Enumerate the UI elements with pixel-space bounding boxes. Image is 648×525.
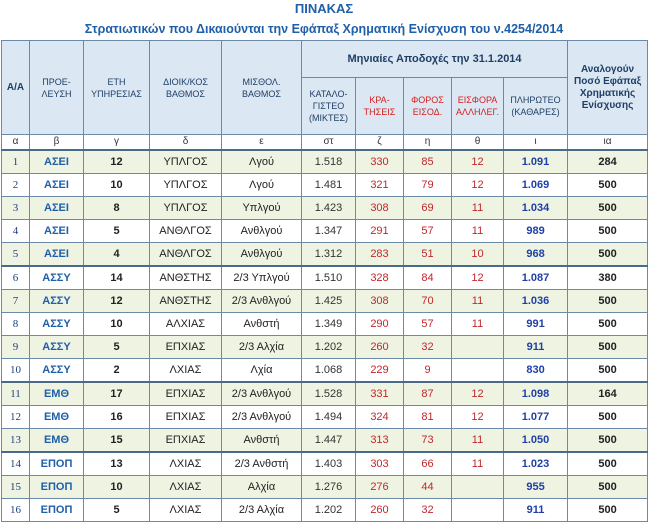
catalog-cell: 1.202 [302, 499, 356, 522]
table-row [2, 313, 648, 336]
table-title: ΠΙΝΑΚΑΣ [294, 1, 354, 16]
catalog-cell: 1.068 [302, 359, 356, 383]
holdings-cell: 290 [356, 313, 404, 336]
net-cell: 1.091 [504, 150, 568, 174]
holdings-cell: 330 [356, 150, 404, 174]
header-origin: ΠΡΟΕ-ΛΕΥΣΗ [30, 41, 84, 135]
holdings-cell: 331 [356, 382, 404, 406]
tax-cell: 57 [404, 313, 452, 336]
header-amount: Αναλογούν Ποσό Εφάπαξ Χρηματικής Ενίσχυσης [568, 41, 648, 135]
header-tax: ΦΟΡΟΣ ΕΙΣΟΔ. [404, 78, 452, 135]
holdings-cell: 260 [356, 336, 404, 359]
catalog-cell: 1.510 [302, 266, 356, 290]
holdings-cell: 328 [356, 266, 404, 290]
net-cell: 1.069 [504, 174, 568, 197]
row-number: 7 [2, 290, 30, 313]
years-cell: 5 [84, 499, 150, 522]
solidarity-cell: 11 [452, 429, 504, 453]
row-number: 16 [2, 499, 30, 522]
holdings-cell: 308 [356, 197, 404, 220]
row-number: 12 [2, 406, 30, 429]
header-rank: ΔΙΟΙΚ/ΚΟΣ ΒΑΘΜΟΣ [150, 41, 222, 135]
rank-cell: ΥΠΛΓΟΣ [150, 197, 222, 220]
origin-cell: ΑΣΣΥ [30, 290, 84, 313]
title-block [0, 0, 648, 40]
column-letter: ια [568, 135, 648, 151]
column-letter: γ [84, 135, 150, 151]
table-row [2, 336, 648, 359]
solidarity-cell: 12 [452, 406, 504, 429]
origin-cell: ΕΠΟΠ [30, 476, 84, 499]
years-cell: 12 [84, 150, 150, 174]
pay-rank-cell: Υπλγού [222, 197, 302, 220]
catalog-cell: 1.312 [302, 243, 356, 267]
table-row [2, 220, 648, 243]
pay-rank-cell: 2/3 Αλχία [222, 499, 302, 522]
holdings-cell: 308 [356, 290, 404, 313]
rank-cell: ΕΠΧΙΑΣ [150, 336, 222, 359]
years-cell: 16 [84, 406, 150, 429]
net-cell: 955 [504, 476, 568, 499]
net-cell: 1.087 [504, 266, 568, 290]
solidarity-cell [452, 476, 504, 499]
table-row [2, 266, 648, 290]
pay-rank-cell: Αλχία [222, 476, 302, 499]
column-letter: δ [150, 135, 222, 151]
net-cell: 1.050 [504, 429, 568, 453]
table-row [2, 382, 648, 406]
solidarity-cell: 12 [452, 150, 504, 174]
solidarity-cell: 12 [452, 174, 504, 197]
pay-rank-cell: 2/3 Ανθλγού [222, 406, 302, 429]
catalog-cell: 1.347 [302, 220, 356, 243]
table-row [2, 174, 648, 197]
amount-cell: 500 [568, 336, 648, 359]
row-number: 13 [2, 429, 30, 453]
catalog-cell: 1.425 [302, 290, 356, 313]
row-number: 15 [2, 476, 30, 499]
pay-rank-cell: 2/3 Ανθλγού [222, 290, 302, 313]
row-number: 14 [2, 452, 30, 476]
net-cell: 1.023 [504, 452, 568, 476]
pay-rank-cell: Λγού [222, 150, 302, 174]
catalog-cell: 1.447 [302, 429, 356, 453]
holdings-cell: 260 [356, 499, 404, 522]
amount-cell: 380 [568, 266, 648, 290]
amount-cell: 500 [568, 406, 648, 429]
solidarity-cell [452, 336, 504, 359]
amount-cell: 500 [568, 174, 648, 197]
solidarity-cell: 11 [452, 197, 504, 220]
pay-rank-cell: 2/3 Υπλγού [222, 266, 302, 290]
solidarity-cell [452, 499, 504, 522]
tax-cell: 32 [404, 336, 452, 359]
origin-cell: ΕΜΘ [30, 406, 84, 429]
amount-cell: 500 [568, 313, 648, 336]
table-row [2, 499, 648, 522]
row-number: 3 [2, 197, 30, 220]
header-holdings: ΚΡΑ-ΤΗΣΕΙΣ [356, 78, 404, 135]
net-cell: 911 [504, 336, 568, 359]
holdings-cell: 283 [356, 243, 404, 267]
column-letter: β [30, 135, 84, 151]
net-cell: 830 [504, 359, 568, 383]
years-cell: 5 [84, 220, 150, 243]
origin-cell: ΑΣΕΙ [30, 243, 84, 267]
tax-cell: 9 [404, 359, 452, 383]
years-cell: 10 [84, 174, 150, 197]
catalog-cell: 1.349 [302, 313, 356, 336]
amount-cell: 164 [568, 382, 648, 406]
origin-cell: ΑΣΣΥ [30, 266, 84, 290]
pay-rank-cell: 2/3 Ανθστή [222, 452, 302, 476]
row-number: 11 [2, 382, 30, 406]
table-row [2, 359, 648, 383]
pay-rank-cell: 2/3 Αλχία [222, 336, 302, 359]
origin-cell: ΑΣΕΙ [30, 220, 84, 243]
row-number: 8 [2, 313, 30, 336]
rank-cell: ΑΝΘΣΤΗΣ [150, 266, 222, 290]
tax-cell: 66 [404, 452, 452, 476]
holdings-cell: 303 [356, 452, 404, 476]
rank-cell: ΑΝΘΣΤΗΣ [150, 290, 222, 313]
tax-cell: 57 [404, 220, 452, 243]
pay-rank-cell: Λγού [222, 174, 302, 197]
amount-cell: 500 [568, 476, 648, 499]
amount-cell: 500 [568, 243, 648, 267]
origin-cell: ΑΣΕΙ [30, 174, 84, 197]
amount-cell: 284 [568, 150, 648, 174]
column-letter: στ [302, 135, 356, 151]
amount-cell: 500 [568, 429, 648, 453]
tax-cell: 81 [404, 406, 452, 429]
years-cell: 10 [84, 476, 150, 499]
catalog-cell: 1.276 [302, 476, 356, 499]
solidarity-cell: 11 [452, 452, 504, 476]
years-cell: 4 [84, 243, 150, 267]
tax-cell: 44 [404, 476, 452, 499]
tax-cell: 84 [404, 266, 452, 290]
origin-cell: ΑΣΕΙ [30, 197, 84, 220]
holdings-cell: 321 [356, 174, 404, 197]
years-cell: 13 [84, 452, 150, 476]
rank-cell: ΕΠΧΙΑΣ [150, 429, 222, 453]
solidarity-cell: 12 [452, 382, 504, 406]
pay-rank-cell: Ανθλγού [222, 220, 302, 243]
rank-cell: ΑΝΘΛΓΟΣ [150, 243, 222, 267]
years-cell: 12 [84, 290, 150, 313]
row-number: 5 [2, 243, 30, 267]
net-cell: 1.036 [504, 290, 568, 313]
years-cell: 8 [84, 197, 150, 220]
table-row [2, 429, 648, 453]
solidarity-cell: 11 [452, 220, 504, 243]
header-monthly-group: Μηνιαίες Αποδοχές την 31.1.2014 [302, 41, 568, 78]
column-letter: θ [452, 135, 504, 151]
origin-cell: ΑΣΕΙ [30, 150, 84, 174]
years-cell: 15 [84, 429, 150, 453]
origin-cell: ΕΜΘ [30, 382, 84, 406]
table-subtitle: Στρατιωτικών που Δικαιούνται την Εφάπαξ Χρηματική Ενίσχυση του ν.4254/2014 [84, 22, 564, 36]
rank-cell: ΛΧΙΑΣ [150, 359, 222, 383]
row-number: 2 [2, 174, 30, 197]
column-letter: η [404, 135, 452, 151]
origin-cell: ΕΠΟΠ [30, 499, 84, 522]
row-number: 1 [2, 150, 30, 174]
pay-rank-cell: Λχία [222, 359, 302, 383]
table-row [2, 150, 648, 174]
net-cell: 1.034 [504, 197, 568, 220]
rank-cell: ΛΧΙΑΣ [150, 476, 222, 499]
column-letter: ι [504, 135, 568, 151]
pay-rank-cell: Ανθλγού [222, 243, 302, 267]
solidarity-cell: 11 [452, 290, 504, 313]
origin-cell: ΑΣΣΥ [30, 336, 84, 359]
pay-rank-cell: Ανθστή [222, 429, 302, 453]
tax-cell: 85 [404, 150, 452, 174]
tax-cell: 32 [404, 499, 452, 522]
catalog-cell: 1.403 [302, 452, 356, 476]
header-solidarity: ΕΙΣΦΟΡΑ ΑΛΛΗΛΕΓ. [452, 78, 504, 135]
solidarity-cell [452, 359, 504, 383]
header-years: ΕΤΗ ΥΠΗΡΕΣΙΑΣ [84, 41, 150, 135]
tax-cell: 69 [404, 197, 452, 220]
amount-cell: 500 [568, 197, 648, 220]
table-body [2, 150, 648, 522]
row-number: 9 [2, 336, 30, 359]
column-letter: α [2, 135, 30, 151]
pay-rank-cell: Ανθστή [222, 313, 302, 336]
net-cell: 968 [504, 243, 568, 267]
catalog-cell: 1.423 [302, 197, 356, 220]
tax-cell: 70 [404, 290, 452, 313]
holdings-cell: 291 [356, 220, 404, 243]
tax-cell: 79 [404, 174, 452, 197]
net-cell: 991 [504, 313, 568, 336]
rank-cell: ΑΝΘΛΓΟΣ [150, 220, 222, 243]
catalog-cell: 1.481 [302, 174, 356, 197]
rank-cell: ΕΠΧΙΑΣ [150, 406, 222, 429]
rank-cell: ΕΠΧΙΑΣ [150, 382, 222, 406]
column-letter: ε [222, 135, 302, 151]
pay-rank-cell: 2/3 Ανθλγού [222, 382, 302, 406]
years-cell: 10 [84, 313, 150, 336]
catalog-cell: 1.494 [302, 406, 356, 429]
amount-cell: 500 [568, 499, 648, 522]
holdings-cell: 324 [356, 406, 404, 429]
rank-cell: ΛΧΙΑΣ [150, 452, 222, 476]
years-cell: 14 [84, 266, 150, 290]
catalog-cell: 1.202 [302, 336, 356, 359]
holdings-cell: 229 [356, 359, 404, 383]
holdings-cell: 313 [356, 429, 404, 453]
holdings-cell: 276 [356, 476, 404, 499]
table-row [2, 406, 648, 429]
row-number: 10 [2, 359, 30, 383]
table-row [2, 290, 648, 313]
header-catalog: ΚΑΤΑΛΟ-ΓΙΣΤΕΟ (ΜΙΚΤΕΣ) [302, 78, 356, 135]
amount-cell: 500 [568, 452, 648, 476]
amount-cell: 500 [568, 359, 648, 383]
catalog-cell: 1.518 [302, 150, 356, 174]
rank-cell: ΥΠΛΓΟΣ [150, 174, 222, 197]
solidarity-cell: 12 [452, 266, 504, 290]
years-cell: 17 [84, 382, 150, 406]
amount-cell: 500 [568, 290, 648, 313]
origin-cell: ΑΣΣΥ [30, 359, 84, 383]
net-cell: 911 [504, 499, 568, 522]
origin-cell: ΑΣΣΥ [30, 313, 84, 336]
net-cell: 1.098 [504, 382, 568, 406]
net-cell: 989 [504, 220, 568, 243]
header-pay-rank: ΜΙΣΘΟΛ. ΒΑΘΜΟΣ [222, 41, 302, 135]
table-row [2, 452, 648, 476]
column-letter: ζ [356, 135, 404, 151]
catalog-cell: 1.528 [302, 382, 356, 406]
table-row [2, 243, 648, 267]
rank-cell: ΥΠΛΓΟΣ [150, 150, 222, 174]
origin-cell: ΕΜΘ [30, 429, 84, 453]
row-number: 4 [2, 220, 30, 243]
header-aa: Α/Α [2, 41, 30, 135]
tax-cell: 51 [404, 243, 452, 267]
table-row [2, 197, 648, 220]
solidarity-cell: 10 [452, 243, 504, 267]
rank-cell: ΛΧΙΑΣ [150, 499, 222, 522]
row-number: 6 [2, 266, 30, 290]
column-letters-row [2, 135, 648, 151]
years-cell: 5 [84, 336, 150, 359]
years-cell: 2 [84, 359, 150, 383]
tax-cell: 87 [404, 382, 452, 406]
amount-cell: 500 [568, 220, 648, 243]
solidarity-cell: 11 [452, 313, 504, 336]
rank-cell: ΑΛΧΙΑΣ [150, 313, 222, 336]
header-net: ΠΛΗΡΩΤΕΟ (ΚΑΘΑΡΕΣ) [504, 78, 568, 135]
table-row [2, 476, 648, 499]
net-cell: 1.077 [504, 406, 568, 429]
beneficiaries-table [1, 40, 648, 522]
origin-cell: ΕΠΟΠ [30, 452, 84, 476]
tax-cell: 73 [404, 429, 452, 453]
